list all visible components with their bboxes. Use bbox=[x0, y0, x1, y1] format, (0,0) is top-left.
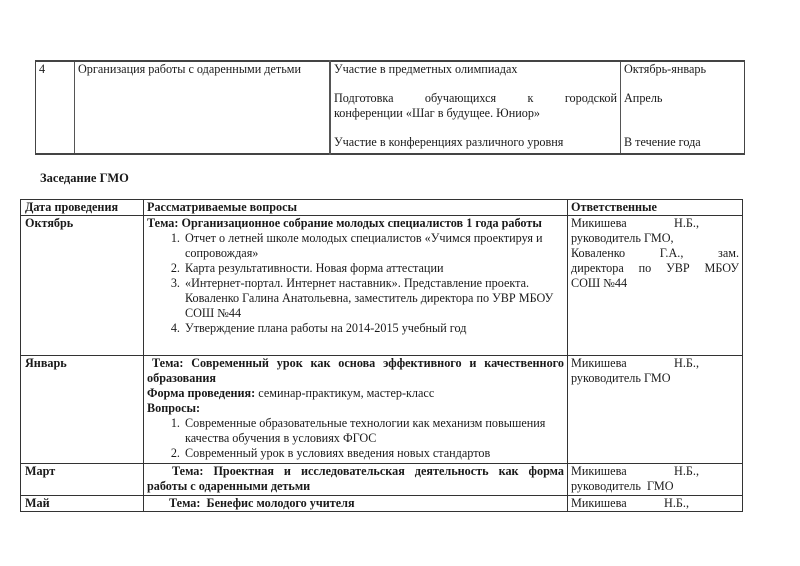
list-item: 3. «Интернет-портал. Интернет наставник». Представление проекта. Коваленко Галина Анатольевна, заместитель директора по УВР МБОУ СОШ №44 bbox=[183, 276, 564, 321]
activity-2-line1: Подготовка обучающихся к городской bbox=[334, 91, 617, 105]
responsible-initials: Г.А., bbox=[659, 246, 684, 260]
questions-list bbox=[147, 416, 564, 461]
responsible-name: Микишева bbox=[571, 356, 627, 370]
row-responsible bbox=[568, 496, 743, 512]
row-number: 4 bbox=[36, 61, 75, 154]
responsible-name: Микишева bbox=[571, 464, 627, 478]
table-row bbox=[21, 496, 743, 512]
activity-2-line2: конференции «Шаг в будущее. Юниор» bbox=[334, 106, 541, 120]
topic-title: Тема: Проектная и исследовательская деятельность как форма работы с одаренными детьми bbox=[147, 464, 564, 493]
responsible-role: руководитель ГМО bbox=[571, 371, 671, 385]
table-row bbox=[21, 464, 743, 496]
table-header-row bbox=[21, 200, 743, 216]
questions-label: Вопросы: bbox=[147, 401, 201, 415]
gmo-meetings-table bbox=[20, 199, 743, 512]
row-topics bbox=[144, 356, 568, 464]
header-topics: Рассматриваемые вопросы bbox=[144, 200, 568, 216]
period-1: Октябрь-январь bbox=[624, 62, 707, 76]
format-value: семинар-практикум, мастер-класс bbox=[255, 386, 435, 400]
activities-cell bbox=[330, 61, 621, 154]
responsible-org: СОШ №44 bbox=[571, 276, 628, 290]
responsible-role: зам. bbox=[718, 246, 739, 260]
list-item: 1. Отчет о летней школе молодых специалистов «Учимся проектируя и сопровождая» bbox=[183, 231, 564, 261]
responsible-name: Микишева bbox=[571, 216, 627, 230]
row-topics bbox=[144, 464, 568, 496]
row-responsible bbox=[568, 356, 743, 464]
row-responsible bbox=[568, 464, 743, 496]
row-topics bbox=[144, 216, 568, 356]
topic-title: Тема: Бенефис молодого учителя bbox=[169, 496, 355, 510]
list-item: 4. Утверждение плана работы на 2014-2015 учебный год bbox=[183, 321, 564, 336]
questions-list bbox=[147, 231, 564, 336]
header-date: Дата проведения bbox=[21, 200, 144, 216]
list-item: 2. Современный урок в условиях введения новых стандартов bbox=[183, 446, 564, 461]
row-date: Март bbox=[21, 464, 144, 496]
period-2: Апрель bbox=[624, 91, 663, 105]
list-item: 1. Современные образовательные технологии как механизм повышения качества обучения в условиях ФГОС bbox=[183, 416, 564, 446]
section-heading: Заседание ГМО bbox=[40, 171, 129, 185]
responsible-initials: Н.Б., bbox=[674, 356, 699, 370]
topic-title: Тема: Организационное собрание молодых специалистов 1 года работы bbox=[147, 216, 542, 230]
activity-1: Участие в предметных олимпиадах bbox=[334, 62, 518, 76]
table-row bbox=[36, 61, 745, 154]
row-date: Январь bbox=[21, 356, 144, 464]
responsible-role: директора по УВР МБОУ bbox=[571, 261, 739, 275]
responsible-role: руководитель ГМО bbox=[571, 479, 674, 493]
responsible-name: Микишева bbox=[571, 496, 627, 510]
topic-title: Тема: Современный урок как основа эффективного и качественного образования bbox=[147, 356, 564, 385]
meeting-format bbox=[147, 386, 564, 401]
responsible-name: Коваленко bbox=[571, 246, 626, 260]
responsible-initials: Н.Б., bbox=[674, 464, 699, 478]
responsible-role: руководитель ГМО, bbox=[571, 231, 674, 245]
row-topics bbox=[144, 496, 568, 512]
row-title: Организация работы с одаренными детьми bbox=[75, 61, 331, 154]
responsible-initials: Н.Б., bbox=[664, 496, 689, 510]
header-responsible: Ответственные bbox=[568, 200, 743, 216]
period-3: В течение года bbox=[624, 135, 701, 149]
format-label: Форма проведения: bbox=[147, 386, 256, 400]
periods-cell bbox=[621, 61, 745, 154]
list-item: 2. Карта результативности. Новая форма аттестации bbox=[183, 261, 564, 276]
responsible-initials: Н.Б., bbox=[674, 216, 699, 230]
row-date: Октябрь bbox=[21, 216, 144, 356]
table-row bbox=[21, 216, 743, 356]
activity-3: Участие в конференциях различного уровня bbox=[334, 135, 564, 149]
gifted-children-table bbox=[35, 60, 745, 155]
row-responsible bbox=[568, 216, 743, 356]
table-row bbox=[21, 356, 743, 464]
row-date: Май bbox=[21, 496, 144, 512]
